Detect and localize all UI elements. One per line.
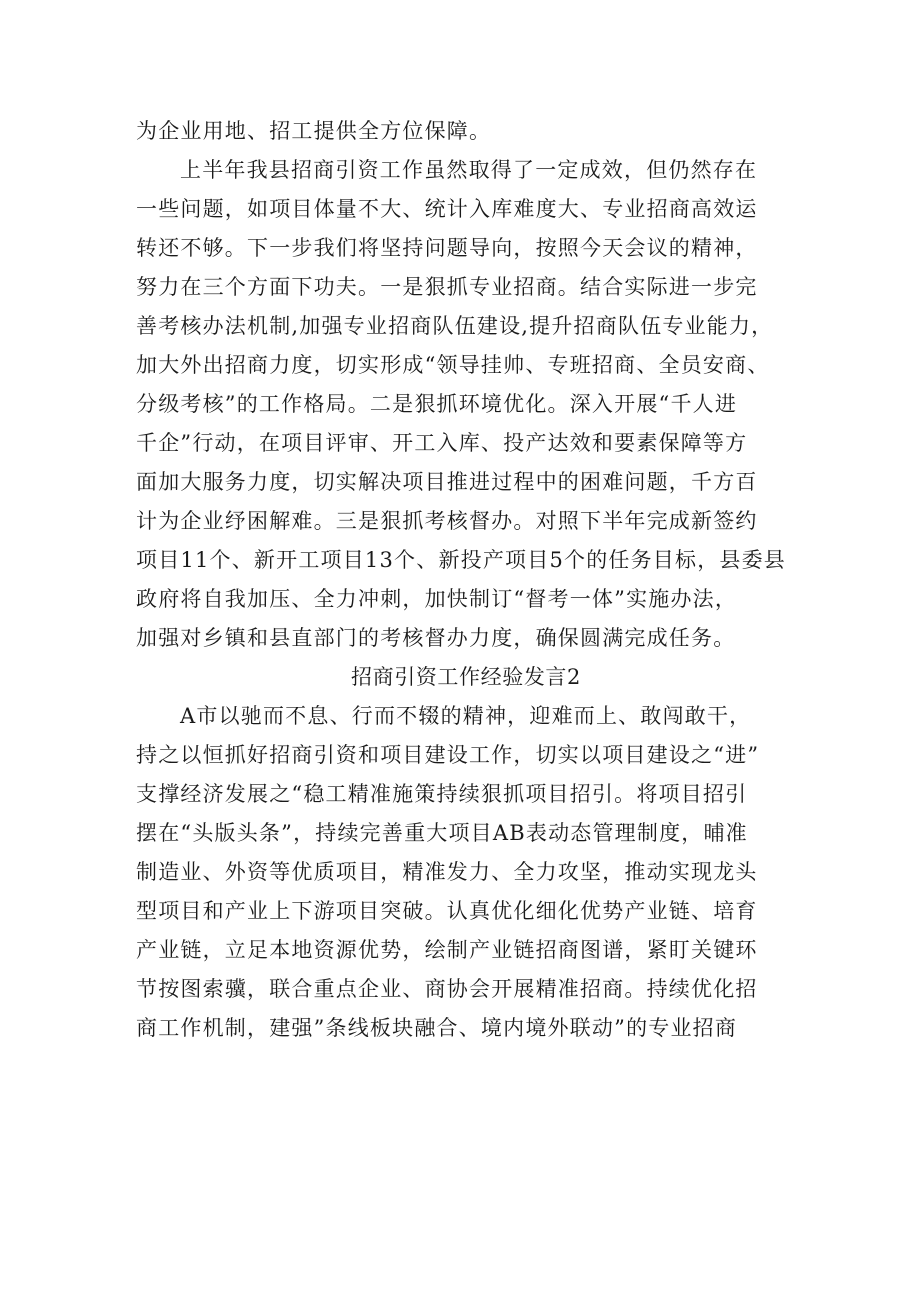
text-line: 摆在“头版头条”，持续完善重大项目AB表动态管理制度，晡准 — [136, 821, 748, 845]
paragraph-first-line: A市以驰而不息、行而不辍的精神，迎难而上、敢闯敢干， — [180, 704, 752, 728]
paragraph-first-line: 上半年我县招商引资工作虽然取得了一定成效，但仍然存在 — [180, 158, 758, 182]
text-line: 型项目和产业上下游项目突破。认真优化细化优势产业链、培育 — [136, 899, 758, 923]
text-line: 项目11个、新开工项目13个、新投产项目5个的任务目标，县委县 — [136, 548, 787, 572]
section-heading: 招商引资工作经验发言2 — [351, 665, 581, 689]
text-line: 转还不够。下一步我们将坚持问题导向，按照今天会议的精神， — [136, 236, 758, 260]
text-line: 支撑经济发展之“稳工精准施策持续狠抓项目招引。将项目招引 — [136, 782, 748, 806]
text-line: 政府将自我加压、全力冲刺，加快制订“督考一体”实施办法， — [136, 587, 738, 611]
document-body — [136, 112, 796, 1048]
text-line: 产业链，立足本地资源优势，绘制产业链招商图谱，紧盯关键环 — [136, 938, 758, 962]
text-line: 千企”行动，在项目评审、开工入库、投产达效和要素保障等方 — [136, 431, 748, 455]
text-line: 面加大服务力度，切实解决项目推进过程中的困难问题，千方百 — [136, 470, 758, 494]
text-line: 持之以恒抓好招商引资和项目建设工作，切实以项目建设之“进” — [136, 743, 760, 767]
text-line: 加强对乡镇和县直部门的考核督办力度，确保圆满完成任务。 — [136, 626, 736, 650]
text-line: 为企业用地、招工提供全方位保障。 — [136, 119, 492, 143]
text-line: 制造业、外资等优质项目，精准发力、全力攻坚，推动实现龙头 — [136, 860, 758, 884]
text-line: 商工作机制，建强”条线板块融合、境内境外联动”的专业招商 — [136, 1016, 738, 1040]
text-line: 计为企业纾困解难。三是狠抓考核督办。对照下半年完成新签约 — [136, 509, 758, 533]
text-line: 善考核办法机制,加强专业招商队伍建设,提升招商队伍专业能力， — [136, 314, 774, 338]
text-line: 加大外出招商力度，切实形成“领导挂帅、专班招商、全员安商、 — [136, 353, 770, 377]
text-line: 努力在三个方面下功夫。一是狠抓专业招商。结合实际进一步完 — [136, 275, 758, 299]
text-line: 一些问题，如项目体量不大、统计入库难度大、专业招商高效运 — [136, 197, 758, 221]
text-line: 节按图索骥，联合重点企业、商协会开展精准招商。持续优化招 — [136, 977, 758, 1001]
text-line: 分级考核”的工作格局。二是狠抓环境优化。深入开展“千人进 — [136, 392, 738, 416]
